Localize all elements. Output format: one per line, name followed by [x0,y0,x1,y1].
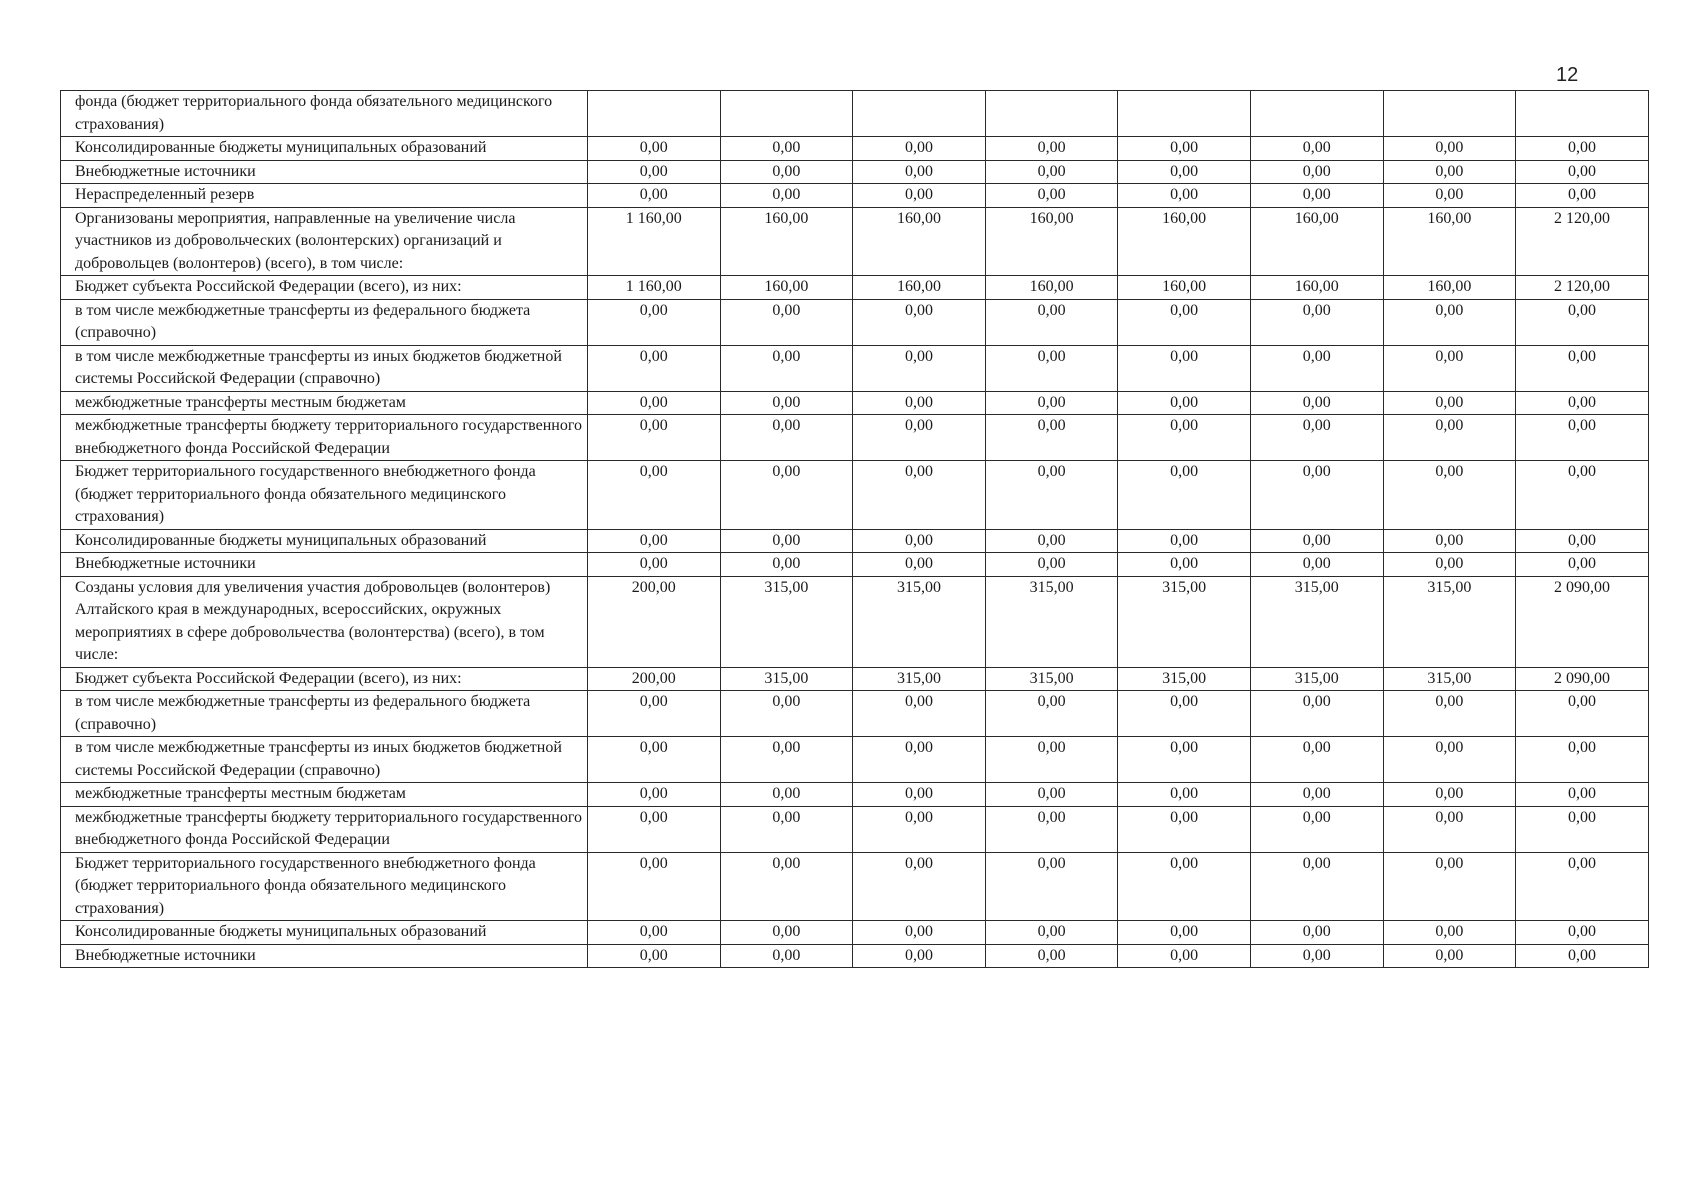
value-cell: 0,00 [853,345,986,391]
value-cell: 0,00 [1516,137,1649,161]
row-label: фонда (бюджет территориального фонда обязательного медицинского страхования) [61,91,588,137]
row-label: Внебюджетные источники [61,160,588,184]
value-cell: 0,00 [1118,944,1251,968]
value-cell: 2 120,00 [1516,207,1649,276]
value-cell: 0,00 [720,415,853,461]
value-cell: 315,00 [985,667,1118,691]
value-cell: 160,00 [1250,276,1383,300]
value-cell: 0,00 [985,852,1118,921]
row-label: Бюджет территориального государственного внебюджетного фонда (бюджет территориального фонда обязательного медицинского страхования) [61,461,588,530]
value-cell: 315,00 [1383,667,1516,691]
table-row [61,207,1649,276]
value-cell: 160,00 [720,276,853,300]
row-label: в том числе межбюджетные трансферты из иных бюджетов бюджетной системы Российской Федерации (справочно) [61,737,588,783]
table-row [61,137,1649,161]
value-cell: 0,00 [1118,461,1251,530]
value-cell: 0,00 [1118,691,1251,737]
row-label: в том числе межбюджетные трансферты из иных бюджетов бюджетной системы Российской Федерации (справочно) [61,345,588,391]
value-cell: 0,00 [1250,806,1383,852]
table-row [61,299,1649,345]
value-cell: 0,00 [1516,391,1649,415]
table-row [61,415,1649,461]
value-cell [720,91,853,137]
value-cell: 0,00 [853,783,986,807]
value-cell: 2 090,00 [1516,667,1649,691]
value-cell: 0,00 [720,944,853,968]
value-cell: 0,00 [1383,783,1516,807]
value-cell [985,91,1118,137]
value-cell: 315,00 [1118,576,1251,667]
value-cell [588,91,721,137]
value-cell: 0,00 [853,299,986,345]
row-label: в том числе межбюджетные трансферты из федерального бюджета (справочно) [61,299,588,345]
value-cell [1250,91,1383,137]
value-cell: 0,00 [1383,553,1516,577]
row-label: межбюджетные трансферты бюджету территориального государственного внебюджетного фонда Российской Федерации [61,415,588,461]
row-label: в том числе межбюджетные трансферты из федерального бюджета (справочно) [61,691,588,737]
value-cell: 0,00 [720,737,853,783]
value-cell: 0,00 [985,783,1118,807]
table-row [61,345,1649,391]
value-cell: 0,00 [1118,852,1251,921]
value-cell: 0,00 [1383,391,1516,415]
value-cell: 0,00 [985,737,1118,783]
value-cell: 0,00 [588,299,721,345]
value-cell: 0,00 [1250,391,1383,415]
value-cell: 0,00 [1516,553,1649,577]
row-label: Бюджет субъекта Российской Федерации (всего), из них: [61,667,588,691]
value-cell: 0,00 [1383,529,1516,553]
value-cell: 0,00 [720,391,853,415]
table-row [61,529,1649,553]
value-cell: 0,00 [720,461,853,530]
value-cell: 0,00 [1118,921,1251,945]
value-cell: 0,00 [853,160,986,184]
value-cell: 0,00 [985,415,1118,461]
value-cell: 0,00 [1118,415,1251,461]
value-cell: 200,00 [588,576,721,667]
value-cell: 0,00 [853,737,986,783]
value-cell: 0,00 [720,160,853,184]
row-label: Внебюджетные источники [61,553,588,577]
value-cell: 0,00 [1383,944,1516,968]
value-cell: 0,00 [1118,184,1251,208]
value-cell: 0,00 [985,461,1118,530]
value-cell: 1 160,00 [588,207,721,276]
table-row [61,461,1649,530]
value-cell: 0,00 [1250,415,1383,461]
value-cell: 0,00 [985,806,1118,852]
value-cell: 0,00 [853,391,986,415]
value-cell: 0,00 [1516,806,1649,852]
value-cell: 160,00 [1118,276,1251,300]
value-cell: 315,00 [1250,576,1383,667]
value-cell: 160,00 [1118,207,1251,276]
row-label: межбюджетные трансферты бюджету территориального государственного внебюджетного фонда Российской Федерации [61,806,588,852]
value-cell: 0,00 [1118,737,1251,783]
value-cell: 0,00 [1516,299,1649,345]
table-row [61,737,1649,783]
value-cell: 0,00 [853,553,986,577]
value-cell: 0,00 [985,944,1118,968]
value-cell: 0,00 [588,345,721,391]
table-row [61,91,1649,137]
value-cell: 0,00 [588,737,721,783]
value-cell: 0,00 [985,391,1118,415]
row-label: Консолидированные бюджеты муниципальных образований [61,921,588,945]
value-cell: 0,00 [588,415,721,461]
value-cell: 0,00 [853,921,986,945]
value-cell: 315,00 [1250,667,1383,691]
value-cell: 0,00 [1383,160,1516,184]
value-cell: 0,00 [1250,737,1383,783]
value-cell: 0,00 [720,299,853,345]
value-cell: 0,00 [588,852,721,921]
table-row [61,160,1649,184]
value-cell: 1 160,00 [588,276,721,300]
value-cell: 0,00 [1250,461,1383,530]
value-cell: 0,00 [1250,160,1383,184]
value-cell: 0,00 [985,184,1118,208]
page-number: 12 [1556,64,1579,86]
value-cell: 160,00 [985,207,1118,276]
value-cell: 0,00 [1516,737,1649,783]
value-cell: 0,00 [588,160,721,184]
row-label: межбюджетные трансферты местным бюджетам [61,783,588,807]
value-cell: 0,00 [1118,345,1251,391]
value-cell: 315,00 [853,667,986,691]
value-cell: 0,00 [1118,806,1251,852]
table-row [61,276,1649,300]
table-row [61,944,1649,968]
value-cell: 0,00 [588,783,721,807]
value-cell [853,91,986,137]
value-cell: 0,00 [985,921,1118,945]
row-label: Внебюджетные источники [61,944,588,968]
row-label: межбюджетные трансферты местным бюджетам [61,391,588,415]
value-cell: 315,00 [853,576,986,667]
value-cell: 0,00 [1516,783,1649,807]
value-cell [1516,91,1649,137]
value-cell: 160,00 [853,207,986,276]
table-row [61,691,1649,737]
value-cell: 0,00 [853,529,986,553]
value-cell: 0,00 [588,184,721,208]
value-cell: 0,00 [1118,391,1251,415]
value-cell: 0,00 [588,691,721,737]
value-cell: 0,00 [853,691,986,737]
value-cell: 0,00 [1516,184,1649,208]
value-cell: 0,00 [1118,160,1251,184]
value-cell: 0,00 [1383,852,1516,921]
row-label: Созданы условия для увеличения участия добровольцев (волонтеров) Алтайского края в международных, всероссийских, окружных мероприятиях в сфере добровольчества (волонтерства) (всего), в том числе: [61,576,588,667]
value-cell: 0,00 [1516,944,1649,968]
value-cell: 0,00 [588,137,721,161]
value-cell: 0,00 [1516,852,1649,921]
value-cell: 0,00 [1383,461,1516,530]
value-cell: 315,00 [720,667,853,691]
table-row [61,184,1649,208]
value-cell: 0,00 [1383,691,1516,737]
table-row [61,576,1649,667]
value-cell: 200,00 [588,667,721,691]
value-cell: 315,00 [1118,667,1251,691]
value-cell: 0,00 [588,529,721,553]
value-cell: 0,00 [1250,299,1383,345]
value-cell: 0,00 [853,852,986,921]
value-cell: 0,00 [588,921,721,945]
value-cell: 315,00 [720,576,853,667]
value-cell: 0,00 [1383,806,1516,852]
row-label: Бюджет территориального государственного внебюджетного фонда (бюджет территориального фонда обязательного медицинского страхования) [61,852,588,921]
value-cell: 0,00 [1250,852,1383,921]
budget-table [60,90,1649,968]
value-cell: 0,00 [985,160,1118,184]
value-cell: 160,00 [853,276,986,300]
value-cell: 160,00 [1250,207,1383,276]
budget-table-body [61,91,1649,968]
table-row [61,806,1649,852]
value-cell: 0,00 [985,345,1118,391]
value-cell: 0,00 [1516,160,1649,184]
value-cell: 0,00 [1250,184,1383,208]
value-cell: 0,00 [853,944,986,968]
value-cell: 0,00 [1250,345,1383,391]
value-cell: 0,00 [1250,921,1383,945]
value-cell: 0,00 [853,806,986,852]
value-cell: 0,00 [853,415,986,461]
table-row [61,852,1649,921]
value-cell: 0,00 [588,391,721,415]
value-cell: 0,00 [720,553,853,577]
row-label: Нераспределенный резерв [61,184,588,208]
value-cell: 0,00 [720,345,853,391]
table-row [61,783,1649,807]
value-cell: 0,00 [720,529,853,553]
value-cell: 0,00 [588,944,721,968]
value-cell: 0,00 [1383,299,1516,345]
value-cell [1118,91,1251,137]
value-cell: 0,00 [985,529,1118,553]
value-cell: 0,00 [1118,299,1251,345]
value-cell: 0,00 [1250,529,1383,553]
value-cell [1383,91,1516,137]
value-cell: 0,00 [853,184,986,208]
value-cell: 0,00 [1118,783,1251,807]
table-row [61,667,1649,691]
value-cell: 0,00 [1516,921,1649,945]
table-row [61,553,1649,577]
value-cell: 0,00 [985,137,1118,161]
value-cell: 0,00 [985,691,1118,737]
value-cell: 0,00 [720,137,853,161]
table-row [61,391,1649,415]
value-cell: 0,00 [1118,553,1251,577]
value-cell: 0,00 [588,806,721,852]
value-cell: 0,00 [588,461,721,530]
row-label: Консолидированные бюджеты муниципальных образований [61,529,588,553]
value-cell: 160,00 [720,207,853,276]
value-cell: 0,00 [1383,737,1516,783]
value-cell: 0,00 [1383,921,1516,945]
value-cell: 160,00 [985,276,1118,300]
value-cell: 0,00 [853,461,986,530]
value-cell: 0,00 [720,184,853,208]
value-cell: 0,00 [1516,461,1649,530]
value-cell: 0,00 [1383,137,1516,161]
value-cell: 0,00 [1118,529,1251,553]
value-cell: 0,00 [588,553,721,577]
value-cell: 315,00 [985,576,1118,667]
value-cell: 0,00 [853,137,986,161]
value-cell: 0,00 [720,921,853,945]
value-cell: 0,00 [1250,691,1383,737]
value-cell: 0,00 [1516,691,1649,737]
value-cell: 0,00 [720,806,853,852]
value-cell: 0,00 [1383,415,1516,461]
value-cell: 0,00 [985,299,1118,345]
row-label: Бюджет субъекта Российской Федерации (всего), из них: [61,276,588,300]
value-cell: 0,00 [1250,783,1383,807]
value-cell: 0,00 [720,691,853,737]
value-cell: 0,00 [1118,137,1251,161]
value-cell: 0,00 [720,783,853,807]
value-cell: 0,00 [1516,345,1649,391]
row-label: Организованы мероприятия, направленные на увеличение числа участников из добровольческих (волонтерских) организаций и добровольцев (волонтеров) (всего), в том числе: [61,207,588,276]
value-cell: 160,00 [1383,276,1516,300]
value-cell: 0,00 [1516,529,1649,553]
value-cell: 0,00 [1250,944,1383,968]
value-cell: 315,00 [1383,576,1516,667]
row-label: Консолидированные бюджеты муниципальных образований [61,137,588,161]
value-cell: 0,00 [720,852,853,921]
value-cell: 0,00 [1250,553,1383,577]
value-cell: 0,00 [985,553,1118,577]
value-cell: 0,00 [1250,137,1383,161]
table-row [61,921,1649,945]
value-cell: 2 090,00 [1516,576,1649,667]
value-cell: 0,00 [1516,415,1649,461]
value-cell: 2 120,00 [1516,276,1649,300]
value-cell: 160,00 [1383,207,1516,276]
value-cell: 0,00 [1383,345,1516,391]
value-cell: 0,00 [1383,184,1516,208]
